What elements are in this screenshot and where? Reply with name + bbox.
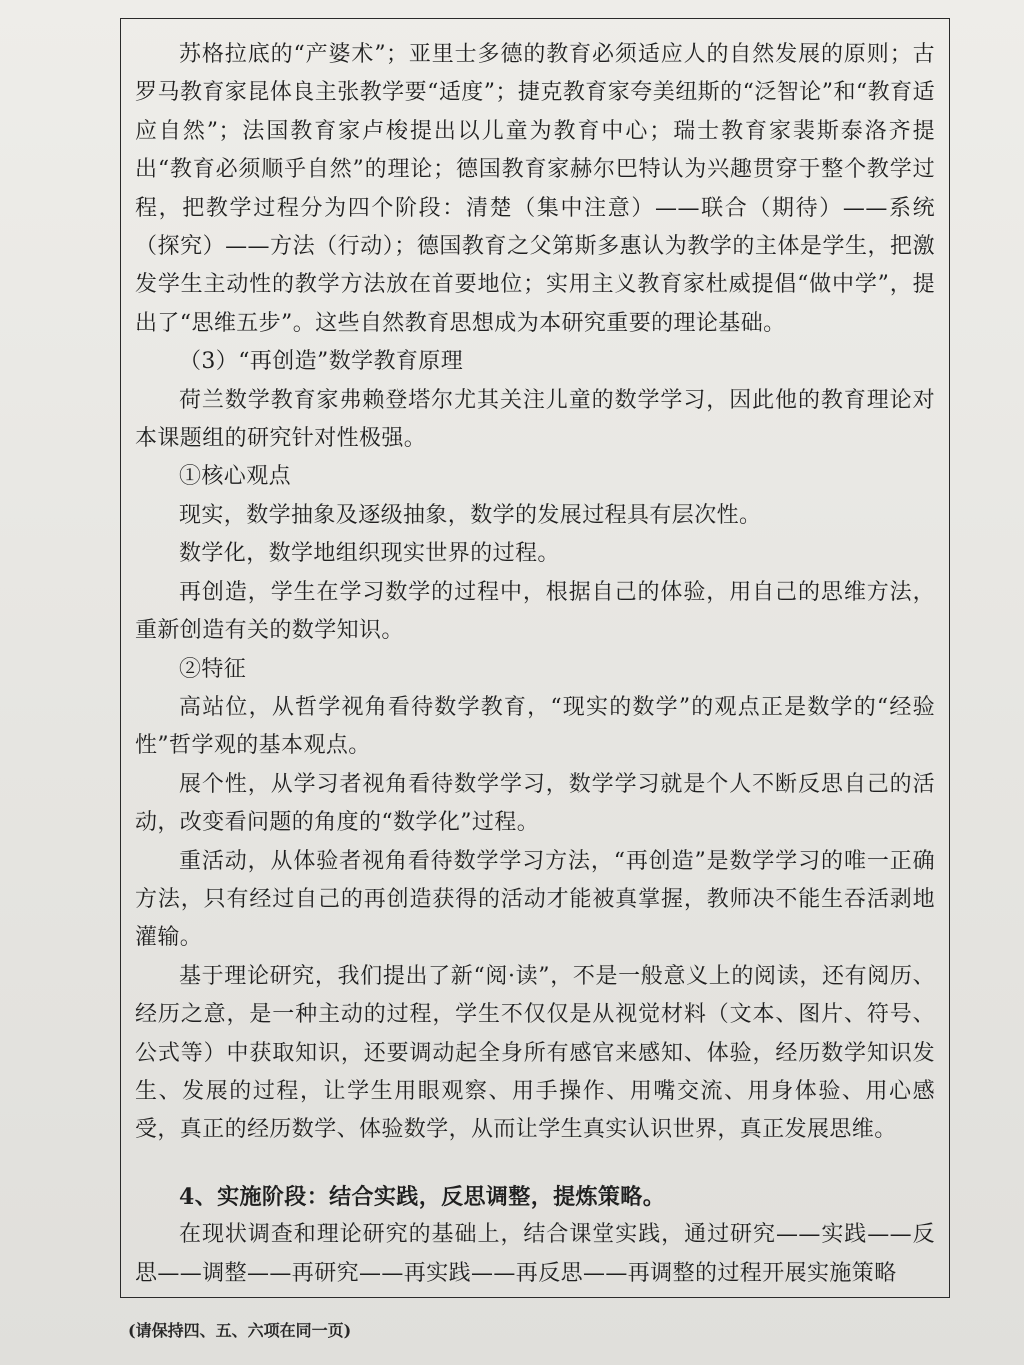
document-body [135, 36, 935, 1293]
paragraph-new-reading: 基于理论研究，我们提出了新“阅·读”，不是一般意义上的阅读，还有阅历、经历之意，是一种主动的过程，学生不仅仅是从视觉材料（文本、图片、符号、公式等）中获取知识，还要调动起全身所有感官来感知、体验，经历数学知识发生、发展的过程，让学生用眼观察、用手操作、用嘴交流、用身体验、用心感受，真正的经历数学、体验数学，从而让学生真实认识世界，真正发展思维。 [135, 963, 935, 1143]
section-heading-implementation-stage: 4、实施阶段：结合实践，反思调整，提炼策略。 [179, 1183, 666, 1210]
paragraph-reality: 现实，数学抽象及逐级抽象，数学的发展过程具有层次性。 [179, 502, 762, 528]
subheading-features: ②特征 [179, 656, 247, 682]
paragraph-implementation: 在现状调查和理论研究的基础上，结合课堂实践，通过研究——实践——反思——调整——再研究——再实践——再反思——再调整的过程开展实施策略 [135, 1222, 935, 1286]
paragraph-individuality: 展个性，从学习者视角看待数学学习，数学学习就是个人不断反思自己的活动，改变看问题的角度的“数学化”过程。 [135, 771, 935, 836]
subheading-core-views: ①核心观点 [179, 464, 292, 490]
paragraph-education-thinkers: 苏格拉底的“产婆术”；亚里士多德的教育必须适应人的自然发展的原则；古罗马教育家昆体良主张教学要“适度”；捷克教育家夸美纽斯的“泛智论”和“教育适应自然”；法国教育家卢梭提出以儿童为教育中心；瑞士教育家裴斯泰洛齐提出“教育必须顺乎自然”的理论；德国教育家赫尔巴特认为兴趣贯穿于整个教学过程，把教学过程分为四个阶段：清楚（集中注意）——联合（期待）——系统（探究）——方法（行动）；德国教育之父第斯多惠认为教学的主体是学生，把激发学生主动性的教学方法放在首要地位；实用主义教育家杜威提倡“做中学”，提出了“思维五步”。这些自然教育思想成为本研究重要的理论基础。 [135, 42, 935, 336]
paragraph-activity: 重活动，从体验者视角看待数学学习方法，“再创造”是数学学习的唯一正确方法，只有经过自己的再创造获得的活动才能被真掌握，教师决不能生吞活剥地灌输。 [135, 848, 935, 951]
paragraph-freudenthal-intro: 荷兰数学教育家弗赖登塔尔尤其关注儿童的数学学习，因此他的教育理论对本课题组的研究针对性极强。 [135, 387, 935, 452]
paragraph-mathematization: 数学化，数学地组织现实世界的过程。 [179, 541, 560, 567]
paragraph-high-position: 高站位，从哲学视角看待数学教育，“现实的数学”的观点正是数学的“经验性”哲学观的基本观点。 [135, 694, 935, 759]
paragraph-recreation: 再创造，学生在学习数学的过程中，根据自己的体验，用自己的思维方法，重新创造有关的数学知识。 [135, 579, 935, 644]
footer-note: (请保持四、五、六项在同一页) [128, 1321, 352, 1340]
section-heading-recreation-principle: （3）“再创造”数学教育原理 [179, 349, 464, 375]
